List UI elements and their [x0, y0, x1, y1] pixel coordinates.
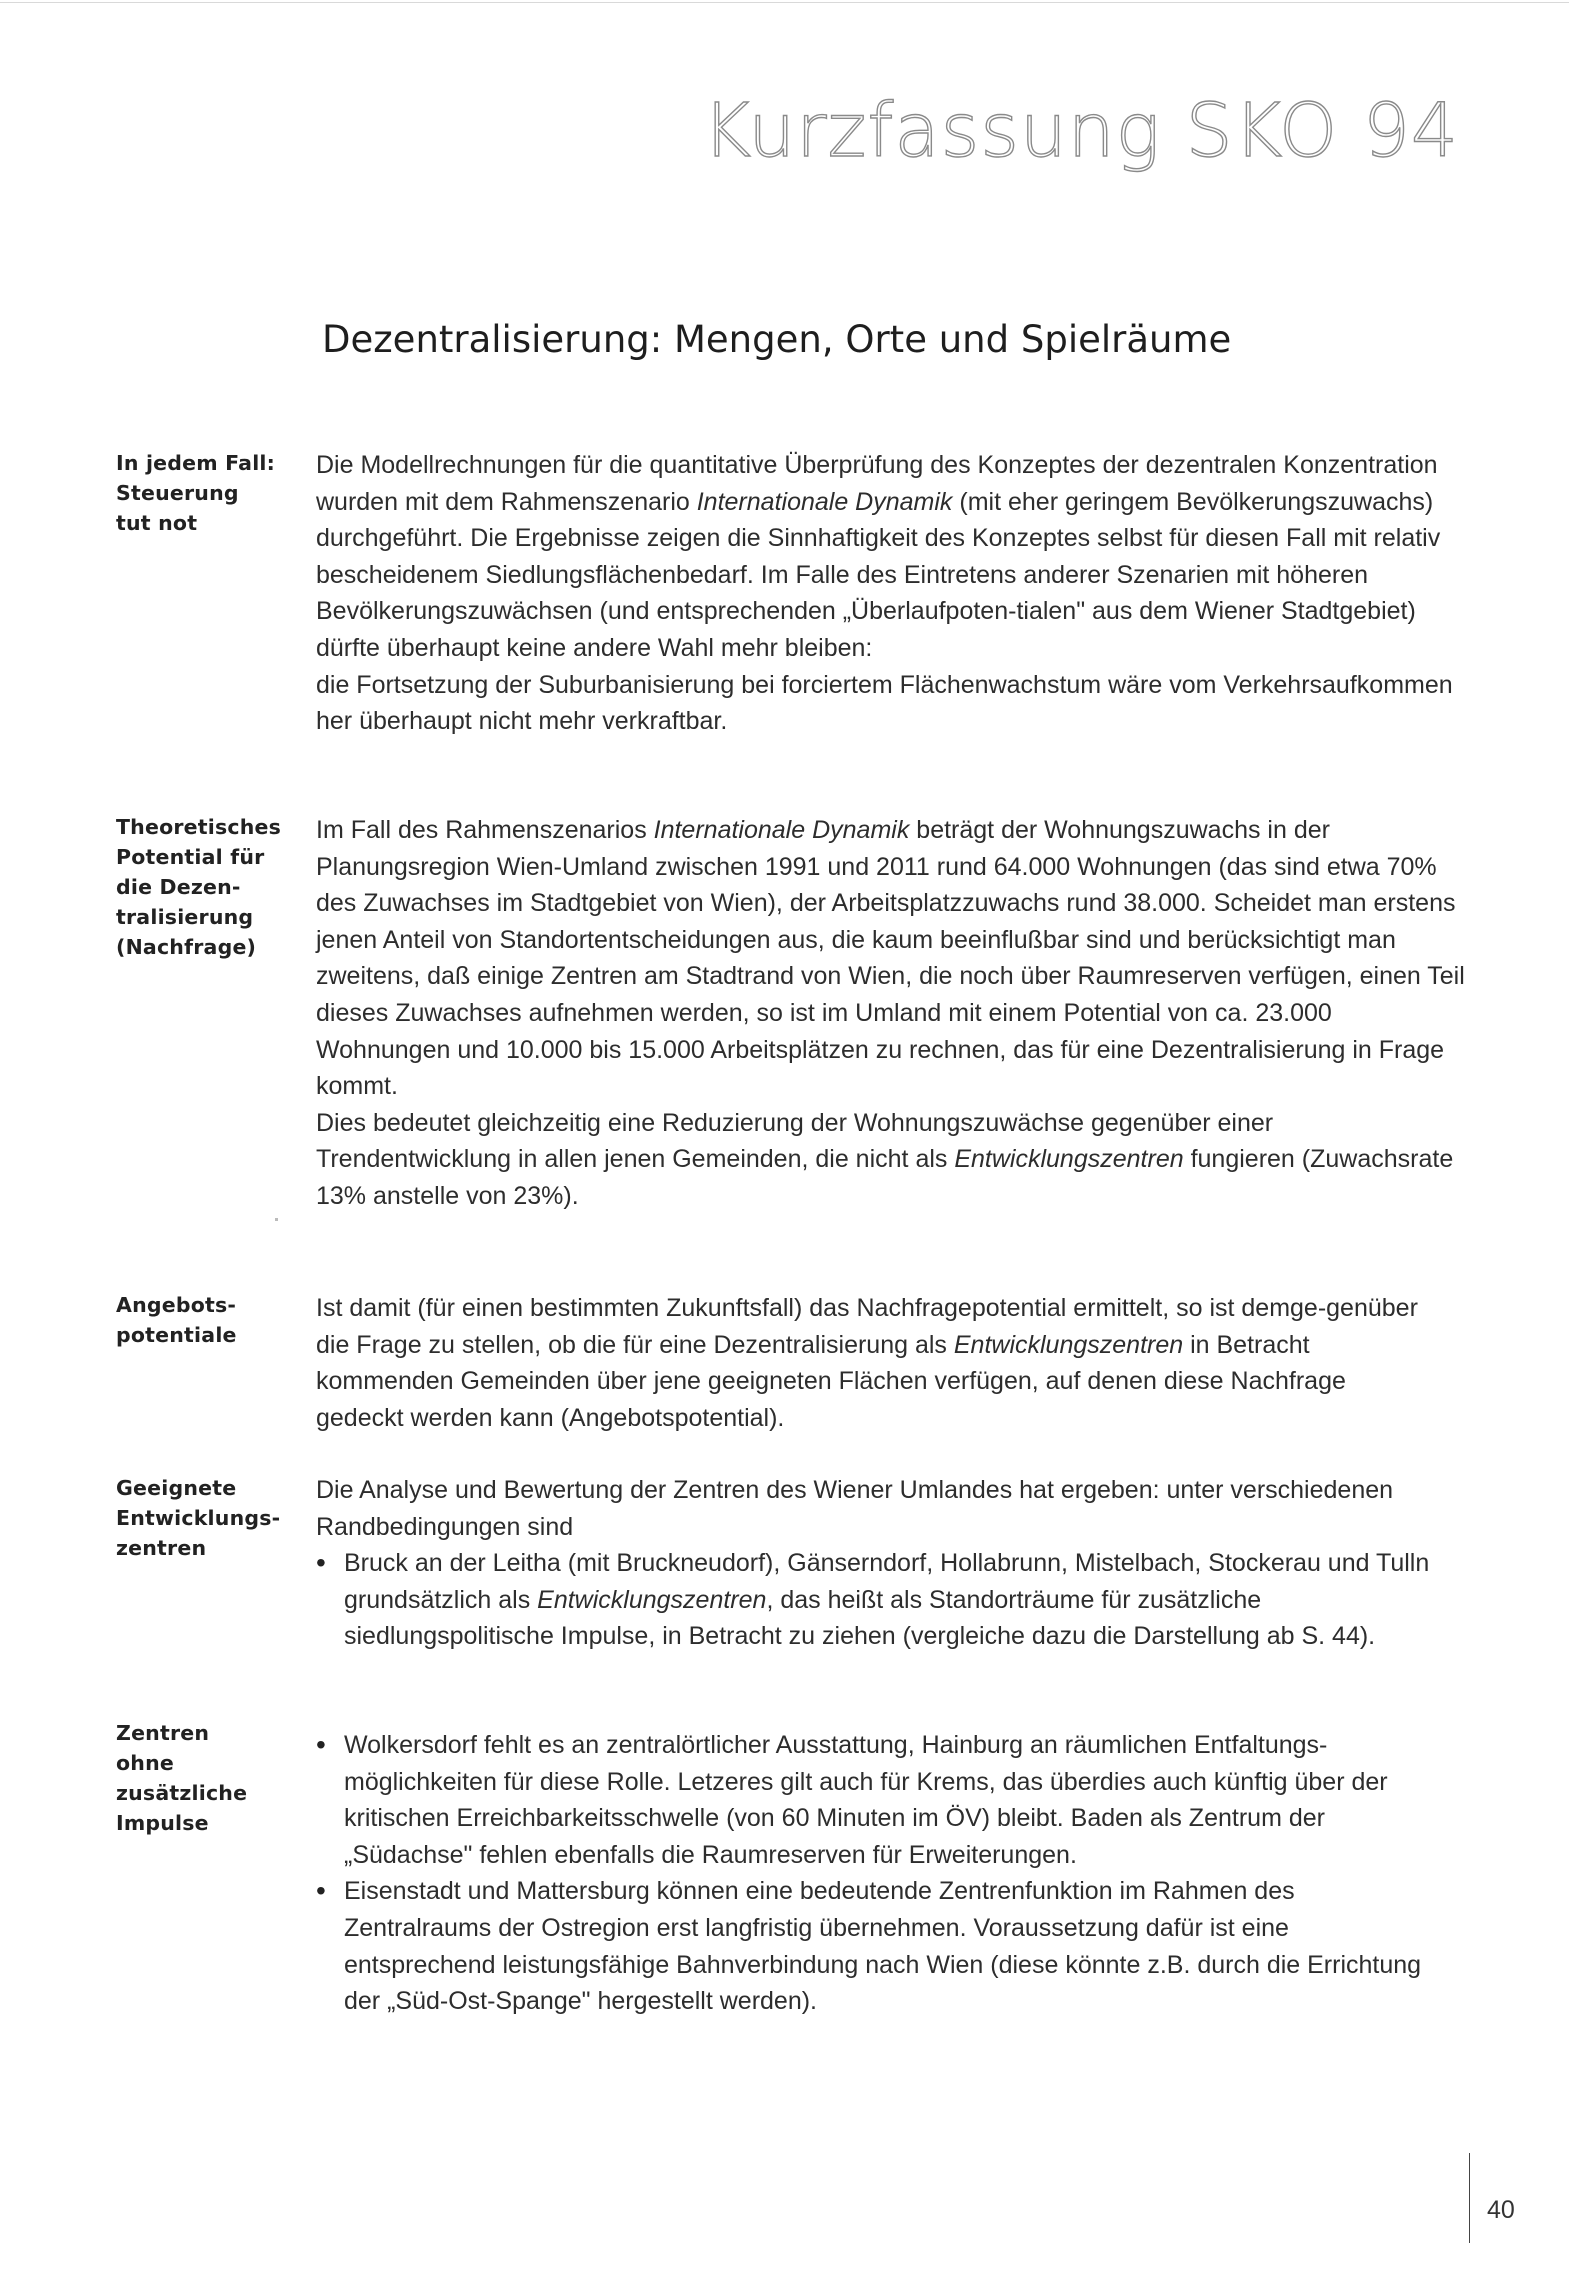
text-segment: in Betracht kommenden Gemeinden über jene geeigneten Flächen verfügen, auf denen diese Nachfrage gedeckt werden kann (Angebotspotential). [316, 1330, 1346, 1432]
bullet-list [316, 1545, 1466, 1655]
margin-label-ohne-impulse: Zentren ohne zusätzliche Impulse [116, 1721, 248, 1835]
page-number: 40 [1487, 2196, 1515, 2224]
text-segment: Im Fall des Rahmenszenarios [316, 816, 654, 844]
text-segment: (mit eher geringem Bevölkerungszuwachs) durchgeführt. Die Ergebnisse zeigen die Sinnhaftigkeit des Konzeptes selbst für diesen Fall mit relativ bescheidenem Siedlungsflächenbedarf. Im Falle des Eintretens anderer Szenarien mit höheren Bevölkerungszuwächsen (und entsprechenden „Überlaufpoten-tialen" aus dem Wiener Stadtgebiet) dürfte überhaupt keine andere Wahl mehr bleiben: [316, 487, 1441, 662]
text-segment: Ist damit (für einen bestimmten Zukunftsfall) das Nachfragepotential ermittelt, so ist demge-genüber die Frage zu stellen, ob die für eine Dezentralisierung als [316, 1294, 1418, 1359]
text-segment: Die Modellrechnungen für die quantitative Überprüfung des Konzeptes der dezentralen Konzentration wurden mit dem Rahmenszenario [316, 451, 1438, 516]
margin-label-potential: Theoretisches Potential für die Dezen-tralisierung (Nachfrage) [116, 815, 282, 959]
text-segment: fungieren (Zuwachsrate 13% anstelle von 23%). [316, 1145, 1454, 1210]
bullet-list [316, 1727, 1446, 2020]
paragraph-angebot [316, 1290, 1426, 1436]
margin-label-angebot: Angebots-potentiale [116, 1293, 237, 1347]
section-title: Dezentralisierung: Mengen, Orte und Spielräume [322, 318, 1232, 361]
list-item: • Wolkersdorf fehlt es an zentralörtlicher Ausstattung, Hainburg an räumlichen Entfaltungs-möglichkeiten für diese Rolle. Letzeres gilt auch für Krems, das überdies auch künftig über der kritischen Erreichbarkeitsschwelle (von 60 Minuten im ÖV) bleibt. Baden als Zentrum der „Südachse" fehlen ebenfalls die Raumreserven für Erweiterungen. [316, 1727, 1446, 1873]
top-rule [0, 2, 1569, 3]
list-item: • Eisenstadt und Mattersburg können eine bedeutende Zentrenfunktion im Rahmen des Zentralraums der Ostregion erst langfristig übernehmen. Voraussetzung dafür ist eine entsprechend leistungsfähige Bahnverbindung nach Wien (diese könnte z.B. durch die Errichtung der „Süd-Ost-Spange" hergestellt werden). [316, 1873, 1446, 2019]
emphasis-term: Internationale Dynamik [653, 816, 910, 844]
emphasis-term: Entwicklungszentren [953, 1330, 1184, 1359]
emphasis-term: Entwicklungszentren [537, 1585, 767, 1614]
margin-label-steuerung: In jedem Fall: Steuerung tut not [116, 451, 276, 535]
scan-mark [275, 1218, 278, 1221]
margin-label-entwicklungszentren: Geeignete Entwicklungs-zentren [116, 1476, 281, 1560]
list-item [316, 1545, 1466, 1655]
text-segment: Dies bedeutet gleichzeitig eine Reduzierung der Wohnungszuwächse gegenüber einer Trendentwicklung in allen jenen Gemeinden, die nicht als [316, 1108, 1274, 1174]
paragraph-steuerung [316, 447, 1456, 740]
text-segment: Bruck an der Leitha (mit Bruckneudorf), Gänserndorf, Hollabrunn, Mistelbach, Stockerau und Tulln grundsätzlich als [344, 1549, 1430, 1614]
text-segment: Die Analyse und Bewertung der Zentren des Wiener Umlandes hat ergeben: unter verschiedenen Randbedingungen sind [316, 1476, 1394, 1541]
text-segment: die Fortsetzung der Suburbanisierung bei forciertem Flächenwachstum wäre vom Verkehrsaufkommen her überhaupt nicht mehr verkraftbar. [316, 670, 1453, 736]
text-segment: beträgt der Wohnungszuwachs in der Planungsregion Wien-Umland zwischen 1991 und 2011 rund 64.000 Wohnungen (das sind etwa 70% des Zuwachses im Stadtgebiet von Wien), der Arbeitsplatzzuwachs rund 38.000. Scheidet man erstens jenen Anteil von Standortentscheidungen aus, die kaum beeinflußbar sind und berücksichtigt man zweitens, daß einige Zentren am Stadtrand von Wien, die noch über Raumreserven verfügen, einen Teil dieses Zuwachses aufnehmen werden, so ist im Umland mit einem Potential von ca. 23.000 Wohnungen und 10.000 bis 15.000 Arbeitsplätzen zu rechnen, das für eine Dezentralisierung in Frage kommt. [316, 816, 1465, 1101]
paragraph-ohne-impulse [316, 1727, 1446, 2020]
paragraph-entwicklungszentren [316, 1472, 1466, 1655]
paragraph-potential [316, 812, 1466, 1215]
series-title: Kurzfassung SKO 94 [702, 88, 1459, 174]
footer-rule [1469, 2153, 1470, 2243]
text-segment: , das heißt als Standorträume für zusätzliche siedlungspolitische Impulse, in Betracht zu ziehen (vergleiche dazu die Darstellung ab S. 44). [344, 1585, 1376, 1651]
emphasis-term: Entwicklungszentren [954, 1145, 1184, 1174]
emphasis-term: Internationale Dynamik [696, 487, 953, 516]
